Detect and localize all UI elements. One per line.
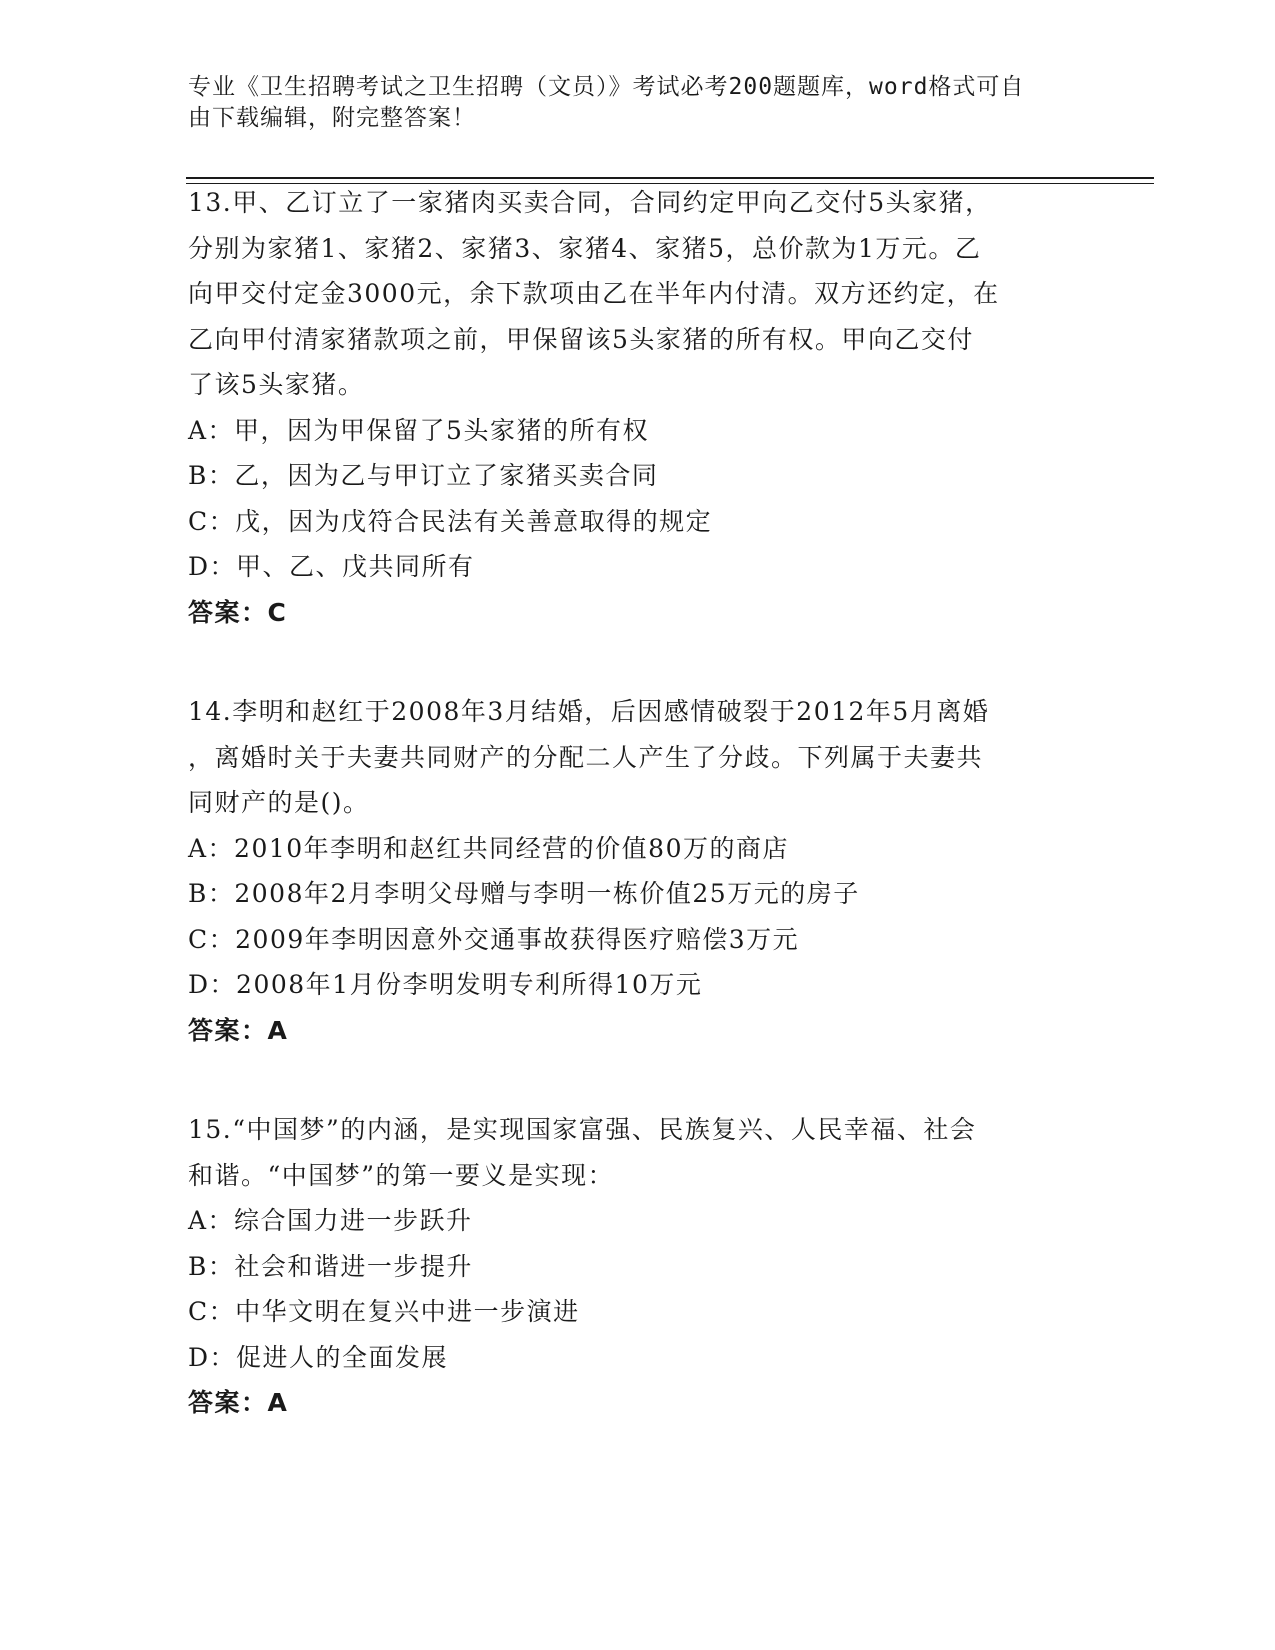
answer-label: 答案：A [188,1015,289,1045]
document-header [188,72,1088,134]
option-b: B：乙，因为乙与甲订立了家猪买卖合同 [188,461,659,490]
question-text-line: 14.李明和赵红于2008年3月结婚，后因感情破裂于2012年5月离婚 [188,697,990,726]
question-text-line: 了该5头家猪。 [188,370,365,399]
question-text-line: 分别为家猪1、家猪2、家猪3、家猪4、家猪5，总价款为1万元。乙 [188,233,982,263]
option-a: A：甲，因为甲保留了5头家猪的所有权 [188,415,649,445]
header-line: 专业《卫生招聘考试之卫生招聘（文员）》考试必考200题题库，word格式可自 [188,74,1025,100]
header-divider [186,177,1154,179]
option-d: D：2008年1月份李明发明专利所得10万元 [188,970,703,999]
question-text-line: 和谐。“中国梦”的第一要义是实现： [188,1160,615,1190]
option-d: D：甲、乙、戊共同所有 [188,552,475,581]
option-b: B：2008年2月李明父母赠与李明一栋价值25万元的房子 [188,879,860,908]
answer-label: 答案：A [188,1388,289,1417]
question-14 [188,689,1088,1053]
option-a: A：综合国力进一步跃升 [188,1206,473,1235]
question-text-line: 同财产的是()。 [188,788,370,817]
question-15 [188,1107,1088,1426]
question-text-line: 向甲交付定金3000元，余下款项由乙在半年内付清。双方还约定，在 [188,279,1000,308]
question-text-line: ，离婚时关于夫妻共同财产的分配二人产生了分歧。下列属于夫妻共 [188,742,984,772]
option-b: B：社会和谐进一步提升 [188,1251,473,1281]
question-text-line: 15.“中国梦”的内涵，是实现国家富强、民族复兴、人民幸福、社会 [188,1115,977,1144]
option-c: C：中华文明在复兴中进一步演进 [188,1297,580,1326]
question-13 [188,180,1088,635]
question-text-line: 13.甲、乙订立了一家猪肉买卖合同，合同约定甲向乙交付5头家猪， [188,188,992,217]
option-c: C：2009年李明因意外交通事故获得医疗赔偿3万元 [188,924,800,954]
header-line: 由下载编辑，附完整答案！ [188,105,476,131]
answer-label: 答案：C [188,597,288,627]
option-c: C：戊，因为戊符合民法有关善意取得的规定 [188,506,713,536]
option-d: D：促进人的全面发展 [188,1342,449,1372]
question-text-line: 乙向甲付清家猪款项之前，甲保留该5头家猪的所有权。甲向乙交付 [188,324,974,354]
option-a: A：2010年李明和赵红共同经营的价值80万的商店 [188,833,789,863]
